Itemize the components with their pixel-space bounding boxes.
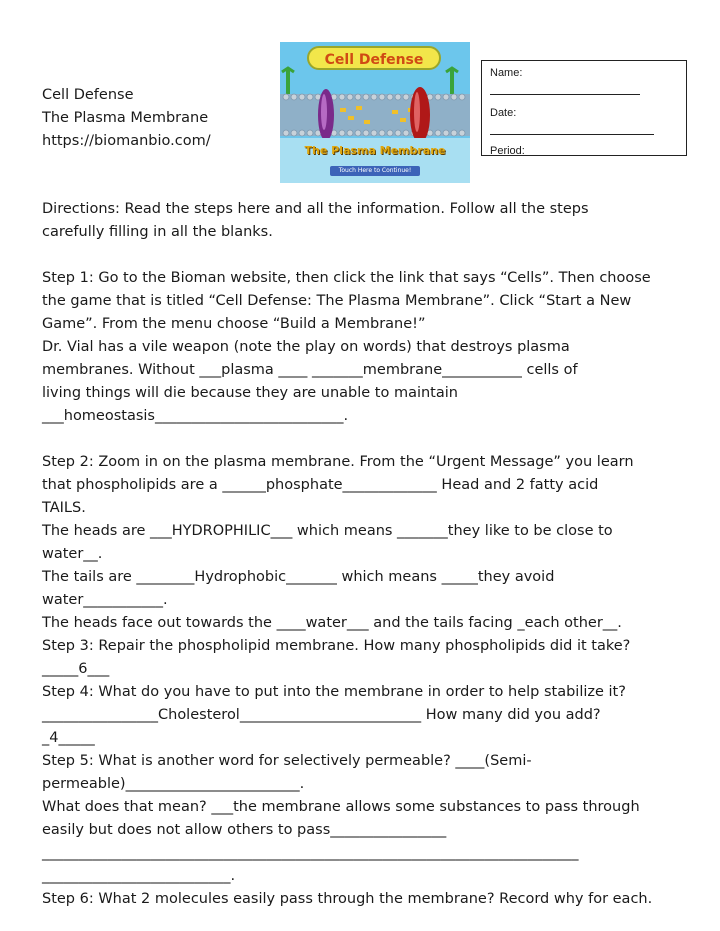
step6-line: Step 6: What 2 molecules easily pass through the membrane? Record why for each.: [42, 891, 653, 907]
banner-subtitle: The Plasma Membrane: [304, 144, 446, 157]
header-url: https://biomanbio.com/: [42, 133, 211, 149]
name-label: Name:: [490, 67, 523, 79]
step5-line: What does that mean? ___the membrane allows some substances to pass through: [42, 799, 640, 815]
period-label: Period:: [490, 145, 525, 156]
directions-line: carefully filling in all the blanks.: [42, 224, 273, 240]
student-info-box: [481, 60, 687, 156]
step4-line: Step 4: What do you have to put into the membrane in order to help stabilize it?: [42, 684, 626, 700]
date-label: Date:: [490, 107, 517, 119]
step1-line: the game that is titled “Cell Defense: The Plasma Membrane”. Click “Start a New: [42, 293, 632, 309]
step1-line: living things will die because they are unable to maintain: [42, 385, 458, 401]
step2-line: Step 2: Zoom in on the plasma membrane. From the “Urgent Message” you learn: [42, 454, 634, 470]
step2-line: The heads face out towards the ____water___ and the tails facing _each other__.: [42, 615, 622, 631]
step2-line: that phospholipids are a ______phosphate_____________ Head and 2 fatty acid: [42, 477, 599, 493]
step3-line: Step 3: Repair the phospholipid membrane. How many phospholipids did it take?: [42, 638, 631, 654]
step5-line: permeable)________________________.: [42, 776, 305, 792]
step5-line: easily but does not allow others to pass________________: [42, 822, 447, 838]
directions-line: Directions: Read the steps here and all the information. Follow all the steps: [42, 201, 589, 217]
step2-line: The heads are ___HYDROPHILIC___ which means _______they like to be close to: [42, 523, 613, 539]
step2-line: The tails are ________Hydrophobic_______ which means _____they avoid: [42, 569, 555, 585]
cell-defense-banner-image: [280, 42, 470, 183]
step4-line: ________________Cholesterol_________________________ How many did you add?: [42, 707, 601, 723]
banner-title: Cell Defense: [307, 46, 441, 70]
date-line: [490, 134, 654, 135]
header-subtitle: The Plasma Membrane: [42, 110, 209, 126]
step5-line: __________________________.: [42, 868, 236, 884]
step2-line: TAILS.: [42, 500, 86, 516]
header-title: Cell Defense: [42, 87, 134, 103]
step5-line: __________________________________________________________________________: [42, 845, 579, 861]
step1-line: Step 1: Go to the Bioman website, then click the link that says “Cells”. Then choose: [42, 270, 651, 286]
step5-line: Step 5: What is another word for selectively permeable? ____(Semi-: [42, 753, 532, 769]
name-line: [490, 94, 640, 95]
step1-line: Game”. From the menu choose “Build a Membrane!”: [42, 316, 426, 332]
step2-line: water__.: [42, 546, 103, 562]
worksheet-body: [42, 198, 682, 911]
step1-line: ___homeostasis__________________________.: [42, 408, 349, 424]
document-header: [42, 84, 211, 153]
step1-line: membranes. Without ___plasma ____ _______membrane___________ cells of: [42, 362, 578, 378]
step3-line: _____6___: [42, 661, 110, 677]
step1-line: Dr. Vial has a vile weapon (note the play on words) that destroys plasma: [42, 339, 570, 355]
step2-line: water___________.: [42, 592, 168, 608]
banner-continue-button: Touch Here to Continue!: [330, 166, 420, 176]
step4-line: _4_____: [42, 730, 95, 746]
